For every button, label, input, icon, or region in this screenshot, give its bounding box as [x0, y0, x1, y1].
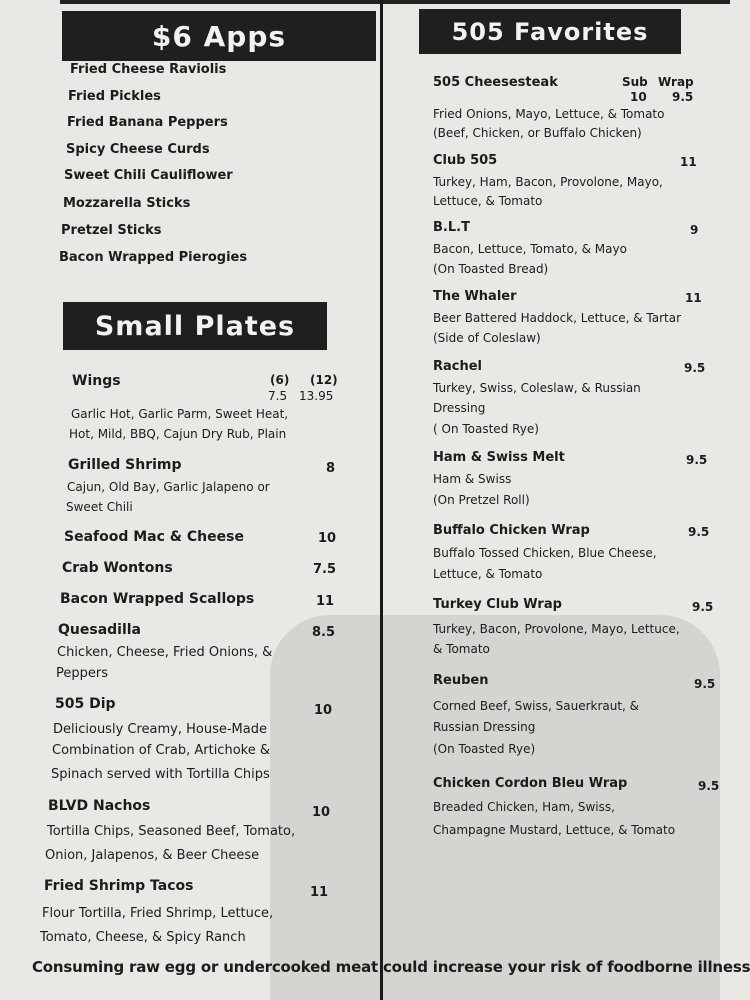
size-label: (12): [310, 373, 338, 387]
small-plates-banner: [63, 302, 327, 350]
item-desc: Garlic Hot, Garlic Parm, Sweet Heat,: [71, 407, 289, 421]
top-rule: [60, 0, 730, 4]
wrap-price: 9.5: [672, 90, 694, 104]
item-price: 10: [312, 805, 331, 820]
item-desc: Tomato, Cheese, & Spicy Ranch: [40, 930, 246, 945]
item-desc: Hot, Mild, BBQ, Cajun Dry Rub, Plain: [69, 427, 287, 441]
app-item: Mozzarella Sticks: [63, 196, 191, 211]
item-desc: & Tomato: [433, 642, 490, 656]
sub-label: Sub: [622, 75, 648, 89]
item-price: 9.5: [698, 779, 720, 793]
app-item: Spicy Cheese Curds: [66, 142, 210, 157]
item-price: 11: [316, 594, 335, 609]
item-desc: Corned Beef, Swiss, Sauerkraut, &: [433, 699, 640, 713]
item-desc: Lettuce, & Tomato: [433, 194, 543, 208]
item-name: Grilled Shrimp: [68, 457, 182, 473]
app-item: Pretzel Sticks: [61, 223, 162, 238]
item-desc: Lettuce, & Tomato: [433, 567, 543, 581]
item-price: 13.95: [299, 389, 334, 403]
item-name: BLVD Nachos: [48, 798, 151, 814]
small-plates-title: Small Plates: [94, 310, 296, 342]
item-desc: Bacon, Lettuce, Tomato, & Mayo: [433, 242, 627, 256]
item-desc: Onion, Jalapenos, & Beer Cheese: [45, 848, 260, 863]
item-desc: (Beef, Chicken, or Buffalo Chicken): [433, 126, 642, 140]
item-desc: ( On Toasted Rye): [433, 422, 539, 436]
item-desc: Beer Battered Haddock, Lettuce, & Tartar: [433, 311, 682, 325]
item-desc: Fried Onions, Mayo, Lettuce, & Tomato: [433, 107, 665, 121]
app-item: Fried Pickles: [68, 89, 161, 104]
item-price: 11: [685, 291, 702, 305]
app-item: Sweet Chili Cauliflower: [64, 168, 233, 183]
item-desc: Deliciously Creamy, House-Made: [53, 722, 267, 737]
item-price: 8.5: [312, 625, 336, 640]
favorites-banner: [419, 9, 681, 54]
item-desc: Dressing: [433, 401, 486, 415]
item-name: Rachel: [433, 359, 483, 374]
item-price: 9.5: [684, 361, 706, 375]
item-price: 9: [690, 223, 699, 237]
item-name: Seafood Mac & Cheese: [64, 529, 244, 545]
item-price: 9.5: [692, 600, 714, 614]
item-name: B.L.T: [433, 220, 470, 235]
item-desc: Peppers: [56, 666, 108, 681]
item-desc: Champagne Mustard, Lettuce, & Tomato: [433, 823, 676, 837]
item-desc: (On Pretzel Roll): [433, 493, 530, 507]
foodborne-warning: Consuming raw egg or undercooked meat could increase your risk of foodborne illness: [32, 958, 750, 976]
item-name: Turkey Club Wrap: [433, 597, 562, 612]
item-desc: (On Toasted Rye): [433, 742, 536, 756]
item-desc: Flour Tortilla, Fried Shrimp, Lettuce,: [42, 906, 274, 921]
item-name: Reuben: [433, 673, 489, 688]
app-item: Bacon Wrapped Pierogies: [59, 250, 248, 265]
item-name: 505 Dip: [55, 696, 116, 712]
item-name: Fried Shrimp Tacos: [44, 878, 194, 894]
item-price: 11: [310, 885, 329, 900]
item-name: Club 505: [433, 153, 498, 168]
favorites-title: 505 Favorites: [451, 17, 649, 46]
item-desc: Tortilla Chips, Seasoned Beef, Tomato,: [47, 824, 296, 839]
item-name: Ham & Swiss Melt: [433, 450, 565, 465]
item-price: 9.5: [688, 525, 710, 539]
wrap-label: Wrap: [658, 75, 694, 89]
item-name: 505 Cheesesteak: [433, 75, 558, 90]
item-price: 10: [314, 703, 333, 718]
item-price: 8: [326, 461, 336, 476]
sub-price: 10: [630, 90, 647, 104]
item-price: 9.5: [686, 453, 708, 467]
item-desc: (Side of Coleslaw): [433, 331, 541, 345]
item-desc: Buffalo Tossed Chicken, Blue Cheese,: [433, 546, 657, 560]
item-price: 10: [318, 531, 337, 546]
item-desc: Russian Dressing: [433, 720, 536, 734]
item-name: Quesadilla: [58, 622, 142, 638]
item-desc: Ham & Swiss: [433, 472, 512, 486]
item-desc: Turkey, Swiss, Coleslaw, & Russian: [433, 381, 641, 395]
item-name: Buffalo Chicken Wrap: [433, 523, 590, 538]
item-desc: Spinach served with Tortilla Chips: [51, 767, 270, 782]
app-item: Fried Banana Peppers: [67, 115, 228, 130]
item-desc: Combination of Crab, Artichoke &: [52, 743, 270, 758]
item-desc: Turkey, Bacon, Provolone, Mayo, Lettuce,: [433, 622, 680, 636]
item-name: Bacon Wrapped Scallops: [60, 591, 255, 607]
item-price: 11: [680, 155, 697, 169]
item-price: 7.5: [313, 562, 337, 577]
item-name: Chicken Cordon Bleu Wrap: [433, 776, 628, 791]
item-name: The Whaler: [433, 289, 517, 304]
item-name: Crab Wontons: [62, 560, 173, 576]
item-desc: Breaded Chicken, Ham, Swiss,: [433, 800, 615, 814]
item-name: Wings: [72, 373, 121, 389]
item-desc: (On Toasted Bread): [433, 262, 549, 276]
apps-banner: [62, 11, 376, 61]
app-item: Fried Cheese Raviolis: [70, 62, 227, 77]
item-desc: Sweet Chili: [66, 500, 133, 514]
item-desc: Cajun, Old Bay, Garlic Jalapeno or: [67, 480, 270, 494]
apps-title: $6 Apps: [151, 19, 287, 53]
size-label: (6): [270, 373, 290, 387]
item-price: 9.5: [694, 677, 716, 691]
item-desc: Turkey, Ham, Bacon, Provolone, Mayo,: [433, 175, 663, 189]
item-price: 7.5: [268, 389, 288, 403]
item-desc: Chicken, Cheese, Fried Onions, &: [57, 645, 273, 660]
